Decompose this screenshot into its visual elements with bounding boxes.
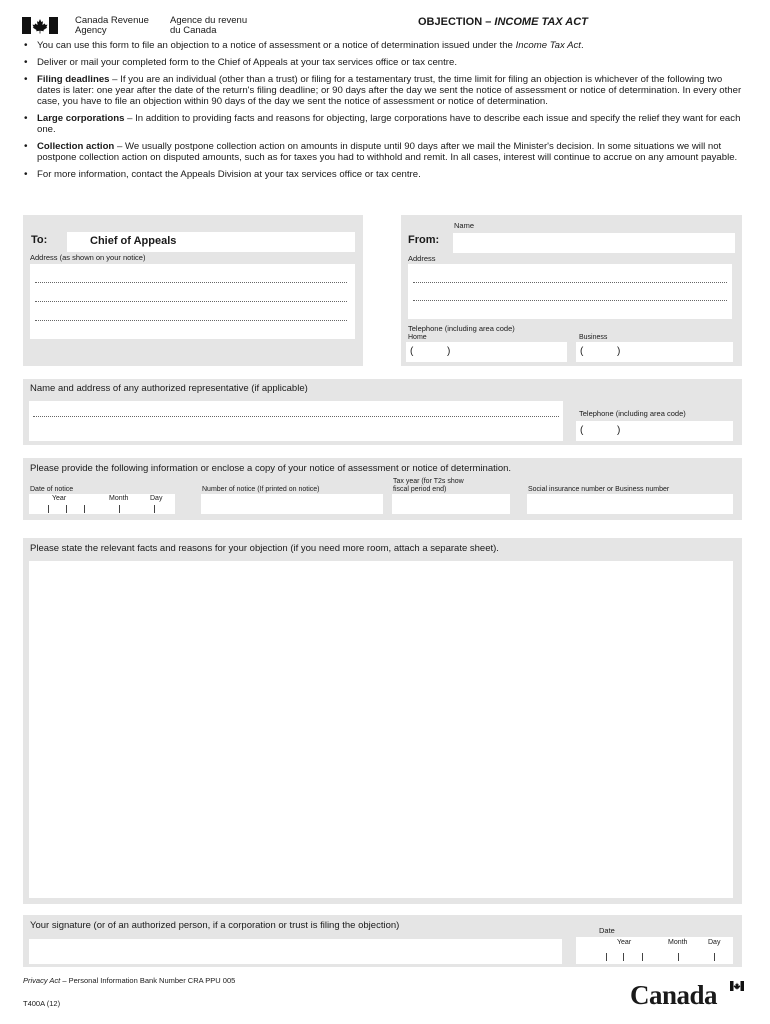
- instruction-bullet: [22, 74, 747, 107]
- business-phone-field[interactable]: [576, 342, 733, 362]
- instruction-text: – If you are an individual (other than a trust) or filing for a testamentary trust, the time limit for filing an objection is whichever of the following two dates is later: one year after the date of the return's filing deadline; or 90 days after the day we sent the notice of assessment or notice of determination. In every other case, you have to file an objection within 90 days of the day we sent the notice of assessment or notice of determination.: [37, 74, 742, 107]
- sig-date-tick: [714, 953, 715, 961]
- form-title-prefix: OBJECTION –: [418, 16, 495, 28]
- sig-month-label: Month: [668, 939, 688, 946]
- from-panel: [401, 215, 742, 366]
- to-label: To:: [31, 234, 48, 246]
- instruction-text: – In addition to providing facts and reasons for objecting, large corporations have to describe each issue and specify the relief they want for each one.: [37, 113, 741, 135]
- agency-fr-line2: du Canada: [170, 25, 217, 36]
- privacy-act-note: [23, 976, 235, 985]
- date-of-notice-label: Date of notice: [30, 486, 74, 493]
- sig-date-tick: [606, 953, 607, 961]
- instructions-list: [22, 40, 747, 186]
- notice-date-tick: [119, 505, 120, 513]
- notice-date-tick: [154, 505, 155, 513]
- agency-name-english: [75, 16, 149, 36]
- from-business-label: Business: [579, 334, 608, 341]
- to-address-line-3: [35, 319, 347, 321]
- signature-panel: [23, 915, 742, 967]
- agency-en-line2: Agency: [75, 25, 107, 36]
- notice-number-label: Number of notice (If printed on notice): [202, 486, 320, 493]
- from-name-field[interactable]: [453, 233, 735, 253]
- rep-area-open: (: [580, 425, 584, 436]
- notice-date-tick: [48, 505, 49, 513]
- from-address-line-2: [413, 299, 727, 301]
- instruction-text: For more information, contact the Appeals Division at your tax services office or tax centre.: [37, 169, 421, 180]
- instruction-text: – We usually postpone collection action on amounts in dispute until 90 days after we mail the Minister's decision. In some situations we will not postpone collection action on disputed amounts, such as for taxes you had to withhold and remit. In all cases, interest will continue to accrue on any amount payable.: [37, 141, 738, 163]
- sig-day-label: Day: [708, 939, 721, 946]
- signature-field[interactable]: [29, 939, 562, 964]
- privacy-act-text: – Personal Information Bank Number CRA PPU 005: [60, 976, 236, 985]
- business-area-open: (: [580, 346, 584, 357]
- agency-fr-line1: Agence du revenu: [170, 15, 248, 26]
- tax-year-field[interactable]: [392, 494, 510, 514]
- to-address-line-2: [35, 300, 347, 302]
- from-address-label: Address: [408, 254, 436, 263]
- form-title: [418, 16, 588, 28]
- sin-bn-label: Social insurance number or Business number: [528, 486, 670, 493]
- instruction-suffix: .: [580, 40, 584, 51]
- wordmark-flag-icon: [730, 981, 744, 991]
- representative-field[interactable]: [29, 401, 563, 441]
- tax-year-label-line1: Tax year (for T2s show: [393, 478, 464, 485]
- notice-date-tick: [84, 505, 85, 513]
- representative-panel: [23, 379, 742, 445]
- notice-info-intro: Please provide the following information or enclose a copy of your notice of assessment or notice of determination.: [30, 463, 512, 474]
- to-address-field[interactable]: [30, 264, 355, 339]
- representative-label: Name and address of any authorized representative (if applicable): [30, 383, 308, 394]
- to-panel: [23, 215, 363, 366]
- sig-date-tick: [642, 953, 643, 961]
- sig-year-label: Year: [617, 939, 632, 946]
- canada-wordmark: [630, 980, 717, 1012]
- from-address-field[interactable]: [408, 264, 732, 319]
- representative-line: [33, 415, 559, 417]
- instruction-bullet: [22, 113, 747, 135]
- notice-number-field[interactable]: [201, 494, 383, 514]
- business-area-close: ): [617, 346, 621, 357]
- form-number: T400A (12): [23, 999, 61, 1008]
- canada-flag-logo: [22, 17, 58, 34]
- instruction-bullet: [22, 169, 747, 180]
- facts-label: Please state the relevant facts and reasons for your objection (if you need more room, attach a separate sheet).: [30, 543, 499, 554]
- representative-telephone-label: Telephone (including area code): [579, 409, 686, 418]
- from-address-line-1: [413, 281, 727, 283]
- notice-day-label: Day: [150, 495, 163, 502]
- instruction-bullet: [22, 57, 747, 68]
- instruction-heading: Filing deadlines: [37, 74, 110, 85]
- home-area-close: ): [447, 346, 451, 357]
- home-area-open: (: [410, 346, 414, 357]
- instruction-heading: Large corporations: [37, 113, 125, 124]
- to-value: Chief of Appeals: [90, 235, 177, 247]
- instruction-bullet: [22, 141, 747, 163]
- notice-year-label: Year: [52, 495, 67, 502]
- instruction-heading: Collection action: [37, 141, 115, 152]
- agency-name-french: [170, 16, 247, 36]
- to-address-label: Address (as shown on your notice): [30, 253, 146, 262]
- from-name-label: Name: [454, 221, 475, 230]
- to-address-line-1: [35, 281, 347, 283]
- from-label: From:: [408, 234, 440, 246]
- notice-date-tick: [66, 505, 67, 513]
- notice-month-label: Month: [109, 495, 129, 502]
- date-of-notice-field[interactable]: [29, 494, 175, 514]
- instruction-bullet: [22, 40, 747, 51]
- home-phone-field[interactable]: [406, 342, 567, 362]
- instruction-text: You can use this form to file an objection to a notice of assessment or a notice of determination issued under the: [37, 40, 516, 51]
- facts-textarea[interactable]: [29, 561, 733, 898]
- sig-date-tick: [623, 953, 624, 961]
- signature-date-field[interactable]: [576, 937, 733, 964]
- from-telephone-label: Telephone (including area code): [408, 324, 515, 333]
- form-title-act: INCOME TAX ACT: [494, 16, 588, 28]
- tax-year-label-line2: fiscal period end): [393, 486, 447, 493]
- agency-en-line1: Canada Revenue: [75, 15, 149, 26]
- sig-date-tick: [678, 953, 679, 961]
- from-home-label: Home: [408, 334, 427, 341]
- instruction-text: Deliver or mail your completed form to the Chief of Appeals at your tax services office or tax centre.: [37, 57, 458, 68]
- rep-area-close: ): [617, 425, 621, 436]
- privacy-act-title: Privacy Act: [23, 976, 61, 985]
- to-field[interactable]: [67, 232, 355, 252]
- representative-phone-field[interactable]: [576, 421, 733, 441]
- canada-wordmark-text: Canada: [630, 980, 718, 1010]
- facts-panel: [23, 538, 742, 904]
- signature-date-label: Date: [599, 926, 615, 935]
- notice-info-panel: [23, 458, 742, 520]
- tax-year-label: [393, 478, 464, 494]
- signature-label: Your signature (or of an authorized person, if a corporation or trust is filing the objection): [30, 920, 400, 931]
- sin-bn-field[interactable]: [527, 494, 733, 514]
- instruction-italic: Income Tax Act: [515, 40, 581, 51]
